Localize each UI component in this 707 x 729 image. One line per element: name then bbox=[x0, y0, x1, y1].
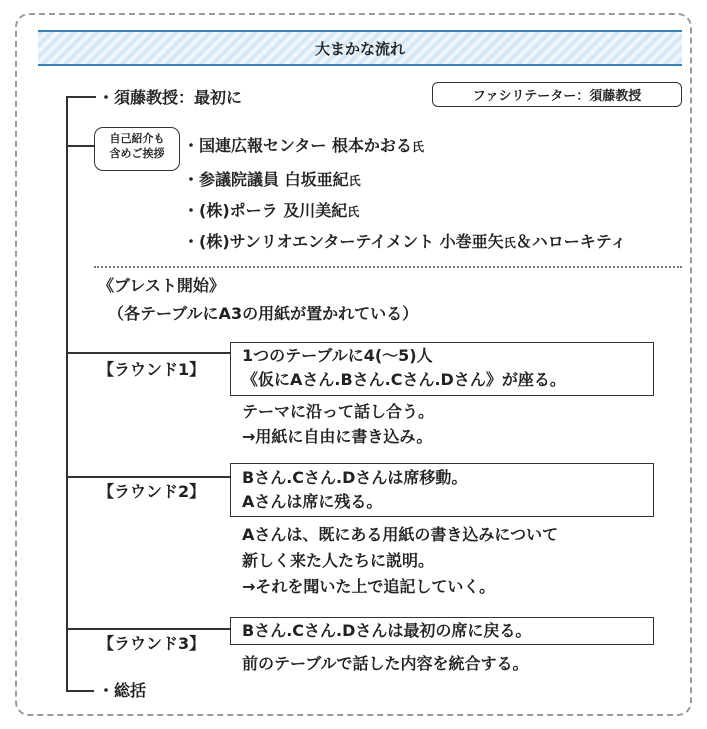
brainstorm-title: 《ブレスト開始》 bbox=[98, 276, 225, 295]
tree-vertical-line bbox=[66, 96, 68, 692]
tree-branch-round1 bbox=[66, 352, 230, 354]
round1-after-line-1: テーマに沿って話し合う。 bbox=[242, 402, 435, 421]
tree-branch-round3 bbox=[66, 628, 230, 630]
round3-label: 【ラウンド3】 bbox=[98, 634, 206, 653]
round2-after-line-3: →それを聞いた上で追記していく。 bbox=[242, 577, 496, 596]
round2-box-line-1: Bさん.Cさん.Dさんは席移動。 bbox=[242, 468, 468, 487]
round3-after-line-1: 前のテーブルで話した内容を統合する。 bbox=[242, 654, 529, 673]
title-bar bbox=[38, 30, 682, 66]
facilitator-box bbox=[432, 82, 682, 107]
round2-after-line-1: Aさんは、既にある用紙の書き込みについて bbox=[242, 525, 559, 544]
closing-item: ・総括 bbox=[98, 681, 147, 700]
facilitator-label: ファシリテーター：須藤教授 bbox=[472, 89, 642, 104]
speaker-item-1: ・国連広報センター 根本かおる氏 bbox=[183, 136, 424, 155]
intro-badge bbox=[94, 127, 180, 171]
tree-branch-intro bbox=[66, 145, 94, 147]
tree-branch-closing bbox=[66, 690, 94, 692]
opening-item: ・須藤教授：最初に bbox=[98, 88, 243, 107]
round2-box-line-2: Aさんは席に残る。 bbox=[242, 492, 383, 511]
tree-branch-opening bbox=[66, 96, 96, 98]
round1-box-line-1: 1つのテーブルに4(〜5)人 bbox=[242, 346, 433, 365]
dotted-divider bbox=[94, 266, 682, 268]
speaker-item-4: ・(株)サンリオエンターテイメント 小巻亜矢氏＆ハローキティ bbox=[183, 232, 627, 251]
speaker-item-3: ・(株)ポーラ 及川美紀氏 bbox=[183, 201, 360, 220]
round2-label: 【ラウンド2】 bbox=[98, 482, 206, 501]
speaker-item-2: ・参議院議員 白坂亜紀氏 bbox=[183, 170, 361, 189]
round3-box-line-1: Bさん.Cさん.Dさんは最初の席に戻る。 bbox=[242, 621, 532, 640]
intro-badge-line-2: 含めご挨拶 bbox=[109, 147, 165, 160]
round1-label: 【ラウンド1】 bbox=[98, 360, 206, 379]
intro-badge-line-1: 自己紹介も bbox=[109, 132, 165, 145]
round2-after-line-2: 新しく来た人たちに説明。 bbox=[242, 551, 435, 570]
round1-after-line-2: →用紙に自由に書き込み。 bbox=[242, 427, 433, 446]
brainstorm-note: （各テーブルにA3の用紙が置かれている） bbox=[108, 304, 419, 323]
round1-box-line-2: 《仮にAさん.Bさん.Cさん.Dさん》が座る。 bbox=[242, 370, 566, 389]
page-title: 大まかな流れ bbox=[314, 39, 405, 58]
tree-branch-round2 bbox=[66, 476, 230, 478]
